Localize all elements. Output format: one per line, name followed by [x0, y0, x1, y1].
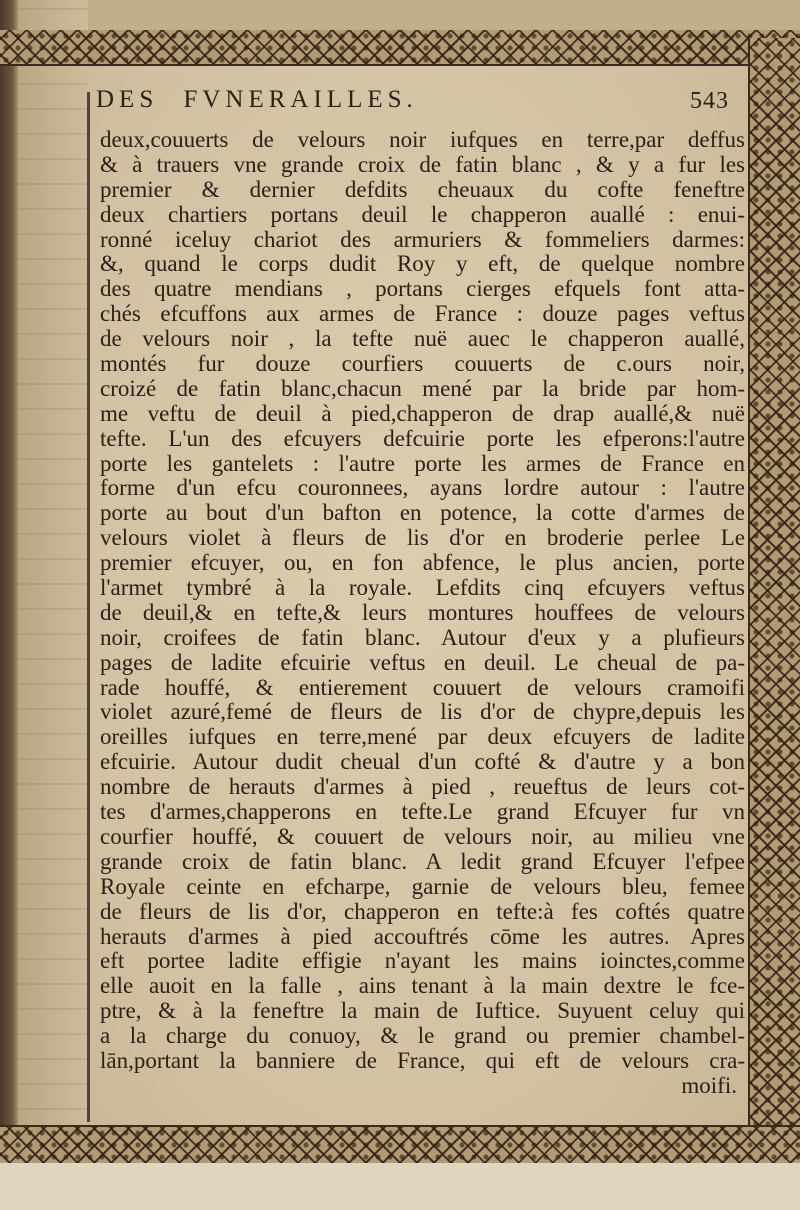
text-line: nombre de herauts d'armes à pied , reueftus de leurs cot- [100, 775, 745, 800]
text-line: forme d'un efcu couronnees, ayans lordre autour : l'autre [100, 476, 745, 501]
text-line: chés efcuffons aux armes de France : douze pages veftus [100, 302, 745, 327]
text-line: deux,couuerts de velours noir iufques en terre,par deffus [100, 128, 745, 152]
text-line: rade houffé, & entierement couuert de velours cramoifi [100, 675, 745, 700]
text-line: ronné iceluy chariot des armuriers & fommeliers darmes: [100, 227, 745, 252]
text-line: premier & dernier defdits cheuaux du cofte feneftre [100, 177, 745, 202]
ornamental-border-right [748, 38, 800, 1143]
ornamental-border-top [0, 30, 800, 66]
page-top-edge [0, 0, 800, 30]
text-line: montés fur douze courfiers couuerts de c.ours noir, [100, 352, 745, 377]
text-line: noir, croifees de fatin blanc. Autour d'eux y a plufieurs [100, 625, 745, 650]
text-line: l'armet tymbré à la royale. Lefdits cinq efcuyers veftus [100, 576, 745, 601]
text-line: ptre, & à la feneftre la main de Iuftice. Suyuent celuy qui [100, 999, 745, 1024]
text-line: a la charge du conuoy, & le grand ou premier chambel- [100, 1024, 745, 1049]
text-line: de fleurs de lis d'or, chapperon en tefte:à fes coftés quatre [100, 899, 745, 924]
text-line: violet azuré,femé de fleurs de lis d'or de chypre,depuis les [100, 700, 745, 725]
text-line: &, quand le corps dudit Roy y eft, de quelque nombre [100, 252, 745, 277]
text-line: grande croix de fatin blanc. A ledit grand Efcuyer l'efpee [100, 849, 745, 874]
text-line: tefte. L'un des efcuyers defcuirie porte les efperons:l'autre [100, 426, 745, 451]
left-margin [18, 0, 88, 1210]
text-line: Royale ceinte en efcharpe, garnie de velours bleu, femee [100, 874, 745, 899]
text-line: premier efcuyer, ou, en fon abfence, le plus ancien, porte [100, 551, 745, 576]
text-line: elle auoit en la falle , ains tenant à la main dextre le fce- [100, 974, 745, 999]
text-line: porte les gantelets : l'autre porte les armes de France en [100, 451, 745, 476]
gutter-rule [87, 92, 90, 1122]
text-line: des quatre mendians , portans cierges efquels font atta- [100, 277, 745, 302]
text-line: moifi. [681, 1073, 737, 1098]
text-line: oreilles iufques en terre,mené par deux efcuyers de ladite [100, 725, 745, 750]
ornamental-border-bottom [0, 1125, 800, 1165]
text-line: lān,portant la banniere de France, qui eft de velours cra- [100, 1048, 745, 1073]
page-number: 543 [690, 88, 729, 114]
text-line: deux chartiers portans deuil le chapperon auallé : enui- [100, 202, 745, 227]
text-line: de velours noir , la tefte nuë auec le chapperon auallé, [100, 327, 745, 352]
running-head-title: DES FVNERAILLES. [96, 86, 418, 113]
text-line: herauts d'armes à pied accouftrés cōme les autres. Apres [100, 924, 745, 949]
text-line: velours violet à fleurs de lis d'or en broderie perlee Le [100, 526, 745, 551]
text-line: de deuil,& en tefte,& leurs montures houffees de velours [100, 600, 745, 625]
text-line: & à trauers vne grande croix de fatin blanc , & y a fur les [100, 152, 745, 177]
text-line: courfier houffé, & couuert de velours noir, au milieu vne [100, 824, 745, 849]
text-line: pages de ladite efcuirie veftus en deuil. Le cheual de pa- [100, 650, 745, 675]
text-line: eft portee ladite effigie n'ayant les mains ioinctes,comme [100, 949, 745, 974]
text-line: tes d'armes,chapperons en tefte.Le grand Efcuyer fur vn [100, 800, 745, 825]
text-line: efcuirie. Autour dudit cheual d'un cofté & d'autre y a bon [100, 750, 745, 775]
text-line: porte au bout d'un bafton en potence, la cotte d'armes de [100, 501, 745, 526]
text-line: me veftu de deuil à pied,chapperon de drap auallé,& nuë [100, 401, 745, 426]
book-binding [0, 0, 18, 1210]
body-text [100, 128, 745, 1099]
page-bottom-edge [0, 1163, 800, 1210]
text-line: croizé de fatin blanc,chacun mené par la bride par hom- [100, 376, 745, 401]
